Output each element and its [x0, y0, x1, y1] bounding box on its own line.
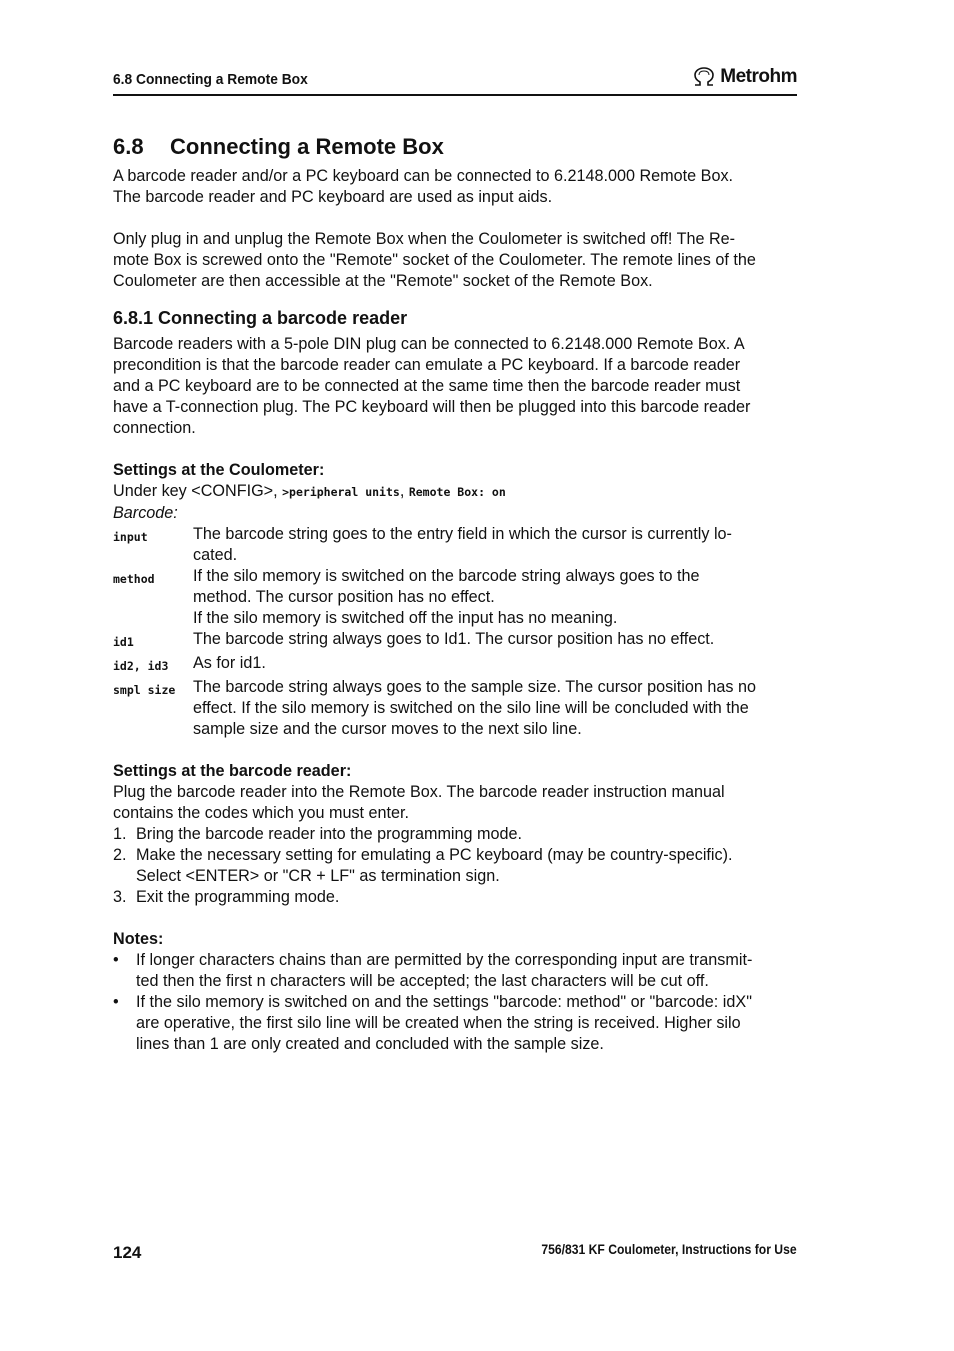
- intro-line: mote Box is screwed onto the "Remote" socket of the Coulometer. The remote lines of the: [113, 251, 756, 269]
- note-item: [113, 992, 797, 1055]
- definition-line: sample size and the cursor moves to the next silo line.: [193, 720, 582, 738]
- reader-line: Plug the barcode reader into the Remote Box. The barcode reader instruction manual: [113, 783, 725, 801]
- note-line: lines than 1 are only created and concluded with the sample size.: [136, 1035, 604, 1053]
- bullet-icon: •: [113, 993, 119, 1011]
- sub-line: connection.: [113, 419, 196, 437]
- brand-name: Metrohm: [720, 66, 797, 87]
- omega-logo-icon: [692, 67, 716, 87]
- step-text: [136, 824, 797, 845]
- document-title: 756/831 KF Coulometer, Instructions for Use: [541, 1242, 797, 1257]
- intro-line: Only plug in and unplug the Remote Box when the Coulometer is switched off! The Re-: [113, 230, 736, 248]
- definition-line: cated.: [193, 546, 238, 564]
- definition-term: input: [113, 530, 148, 544]
- step-text: [136, 845, 797, 887]
- definition-description: [193, 566, 797, 629]
- definition-line: As for id1.: [193, 654, 266, 672]
- note-text: [136, 950, 797, 992]
- note-text: [136, 992, 797, 1055]
- steps-list: [113, 824, 797, 908]
- intro-line: A barcode reader and/or a PC keyboard can be connected to 6.2148.000 Remote Box.: [113, 167, 734, 185]
- page-number: 124: [113, 1243, 142, 1262]
- notes-list: [113, 950, 797, 1055]
- definition-line: effect. If the silo memory is switched on the silo line will be concluded with the: [193, 699, 749, 717]
- step-item: [113, 845, 797, 887]
- definition-term: smpl size: [113, 683, 176, 697]
- step-number: 3.: [113, 888, 127, 906]
- bullet-icon: •: [113, 951, 119, 969]
- step-text: [136, 887, 797, 908]
- definition-term: method: [113, 572, 155, 586]
- reader-line: contains the codes which you must enter.: [113, 804, 410, 822]
- note-item: [113, 950, 797, 992]
- definition-line: If the silo memory is switched on the barcode string always goes to the: [193, 567, 700, 585]
- note-line: If longer characters chains than are permitted by the corresponding input are transmit-: [136, 951, 753, 969]
- header-section-title: 6.8 Connecting a Remote Box: [113, 71, 308, 88]
- definition-line: method. The cursor position has no effect.: [193, 588, 495, 606]
- step-item: [113, 887, 797, 908]
- definition-description: [193, 629, 797, 653]
- step-number: 2.: [113, 846, 127, 864]
- intro-line: Coulometer are then accessible at the "Remote" socket of the Remote Box.: [113, 272, 653, 290]
- definition-row: [113, 566, 797, 629]
- brand-logo: [692, 66, 797, 88]
- definition-line: The barcode string goes to the entry field in which the cursor is currently lo-: [193, 525, 732, 543]
- note-line: ted then the first n characters will be accepted; the last characters will be cut off.: [136, 972, 709, 990]
- sub-line: have a T-connection plug. The PC keyboard will then be plugged into this barcode reader: [113, 398, 751, 416]
- step-line: Select <ENTER> or "CR + LF" as termination sign.: [136, 867, 500, 885]
- definition-description: [193, 677, 797, 740]
- definition-row: [113, 653, 797, 677]
- step-line: Make the necessary setting for emulating a PC keyboard (may be country-specific).: [136, 846, 733, 864]
- definition-description: [193, 653, 797, 677]
- barcode-label: Barcode:: [113, 504, 178, 522]
- definition-line: The barcode string always goes to Id1. The cursor position has no effect.: [193, 630, 715, 648]
- subsection-title: 6.8.1 Connecting a barcode reader: [113, 308, 408, 328]
- sub-line: and a PC keyboard are to be connected at the same time then the barcode reader must: [113, 377, 741, 395]
- step-line: Exit the programming mode.: [136, 888, 340, 906]
- note-line: If the silo memory is switched on and the settings "barcode: method" or "barcode: idX": [136, 993, 752, 1011]
- step-line: Bring the barcode reader into the programming mode.: [136, 825, 523, 843]
- page-header: [113, 68, 797, 96]
- sub-line: precondition is that the barcode reader can emulate a PC keyboard. If a barcode reader: [113, 356, 741, 374]
- page-body: [113, 132, 797, 1055]
- sub-line: Barcode readers with a 5-pole DIN plug can be connected to 6.2148.000 Remote Box. A: [113, 335, 745, 353]
- config-path: Under key <CONFIG>, >peripheral units, Remote Box: on: [113, 482, 506, 500]
- page-title: 6.8 Connecting a Remote Box: [113, 134, 444, 159]
- reader-settings-heading: Settings at the barcode reader:: [113, 762, 352, 780]
- definition-term: id2, id3: [113, 659, 169, 673]
- intro-line: The barcode reader and PC keyboard are used as input aids.: [113, 188, 553, 206]
- definition-description: [193, 524, 797, 566]
- definition-row: [113, 629, 797, 653]
- definition-term: id1: [113, 635, 134, 649]
- definition-line: The barcode string always goes to the sample size. The cursor position has no: [193, 678, 756, 696]
- step-item: [113, 824, 797, 845]
- definition-list: [113, 524, 797, 740]
- definition-line: If the silo memory is switched off the input has no meaning.: [193, 609, 618, 627]
- note-line: are operative, the first silo line will be created when the string is received. Higher silo: [136, 1014, 741, 1032]
- coulometer-settings-heading: Settings at the Coulometer:: [113, 461, 325, 479]
- definition-row: [113, 677, 797, 740]
- notes-heading: Notes:: [113, 930, 164, 948]
- definition-row: [113, 524, 797, 566]
- step-number: 1.: [113, 825, 127, 843]
